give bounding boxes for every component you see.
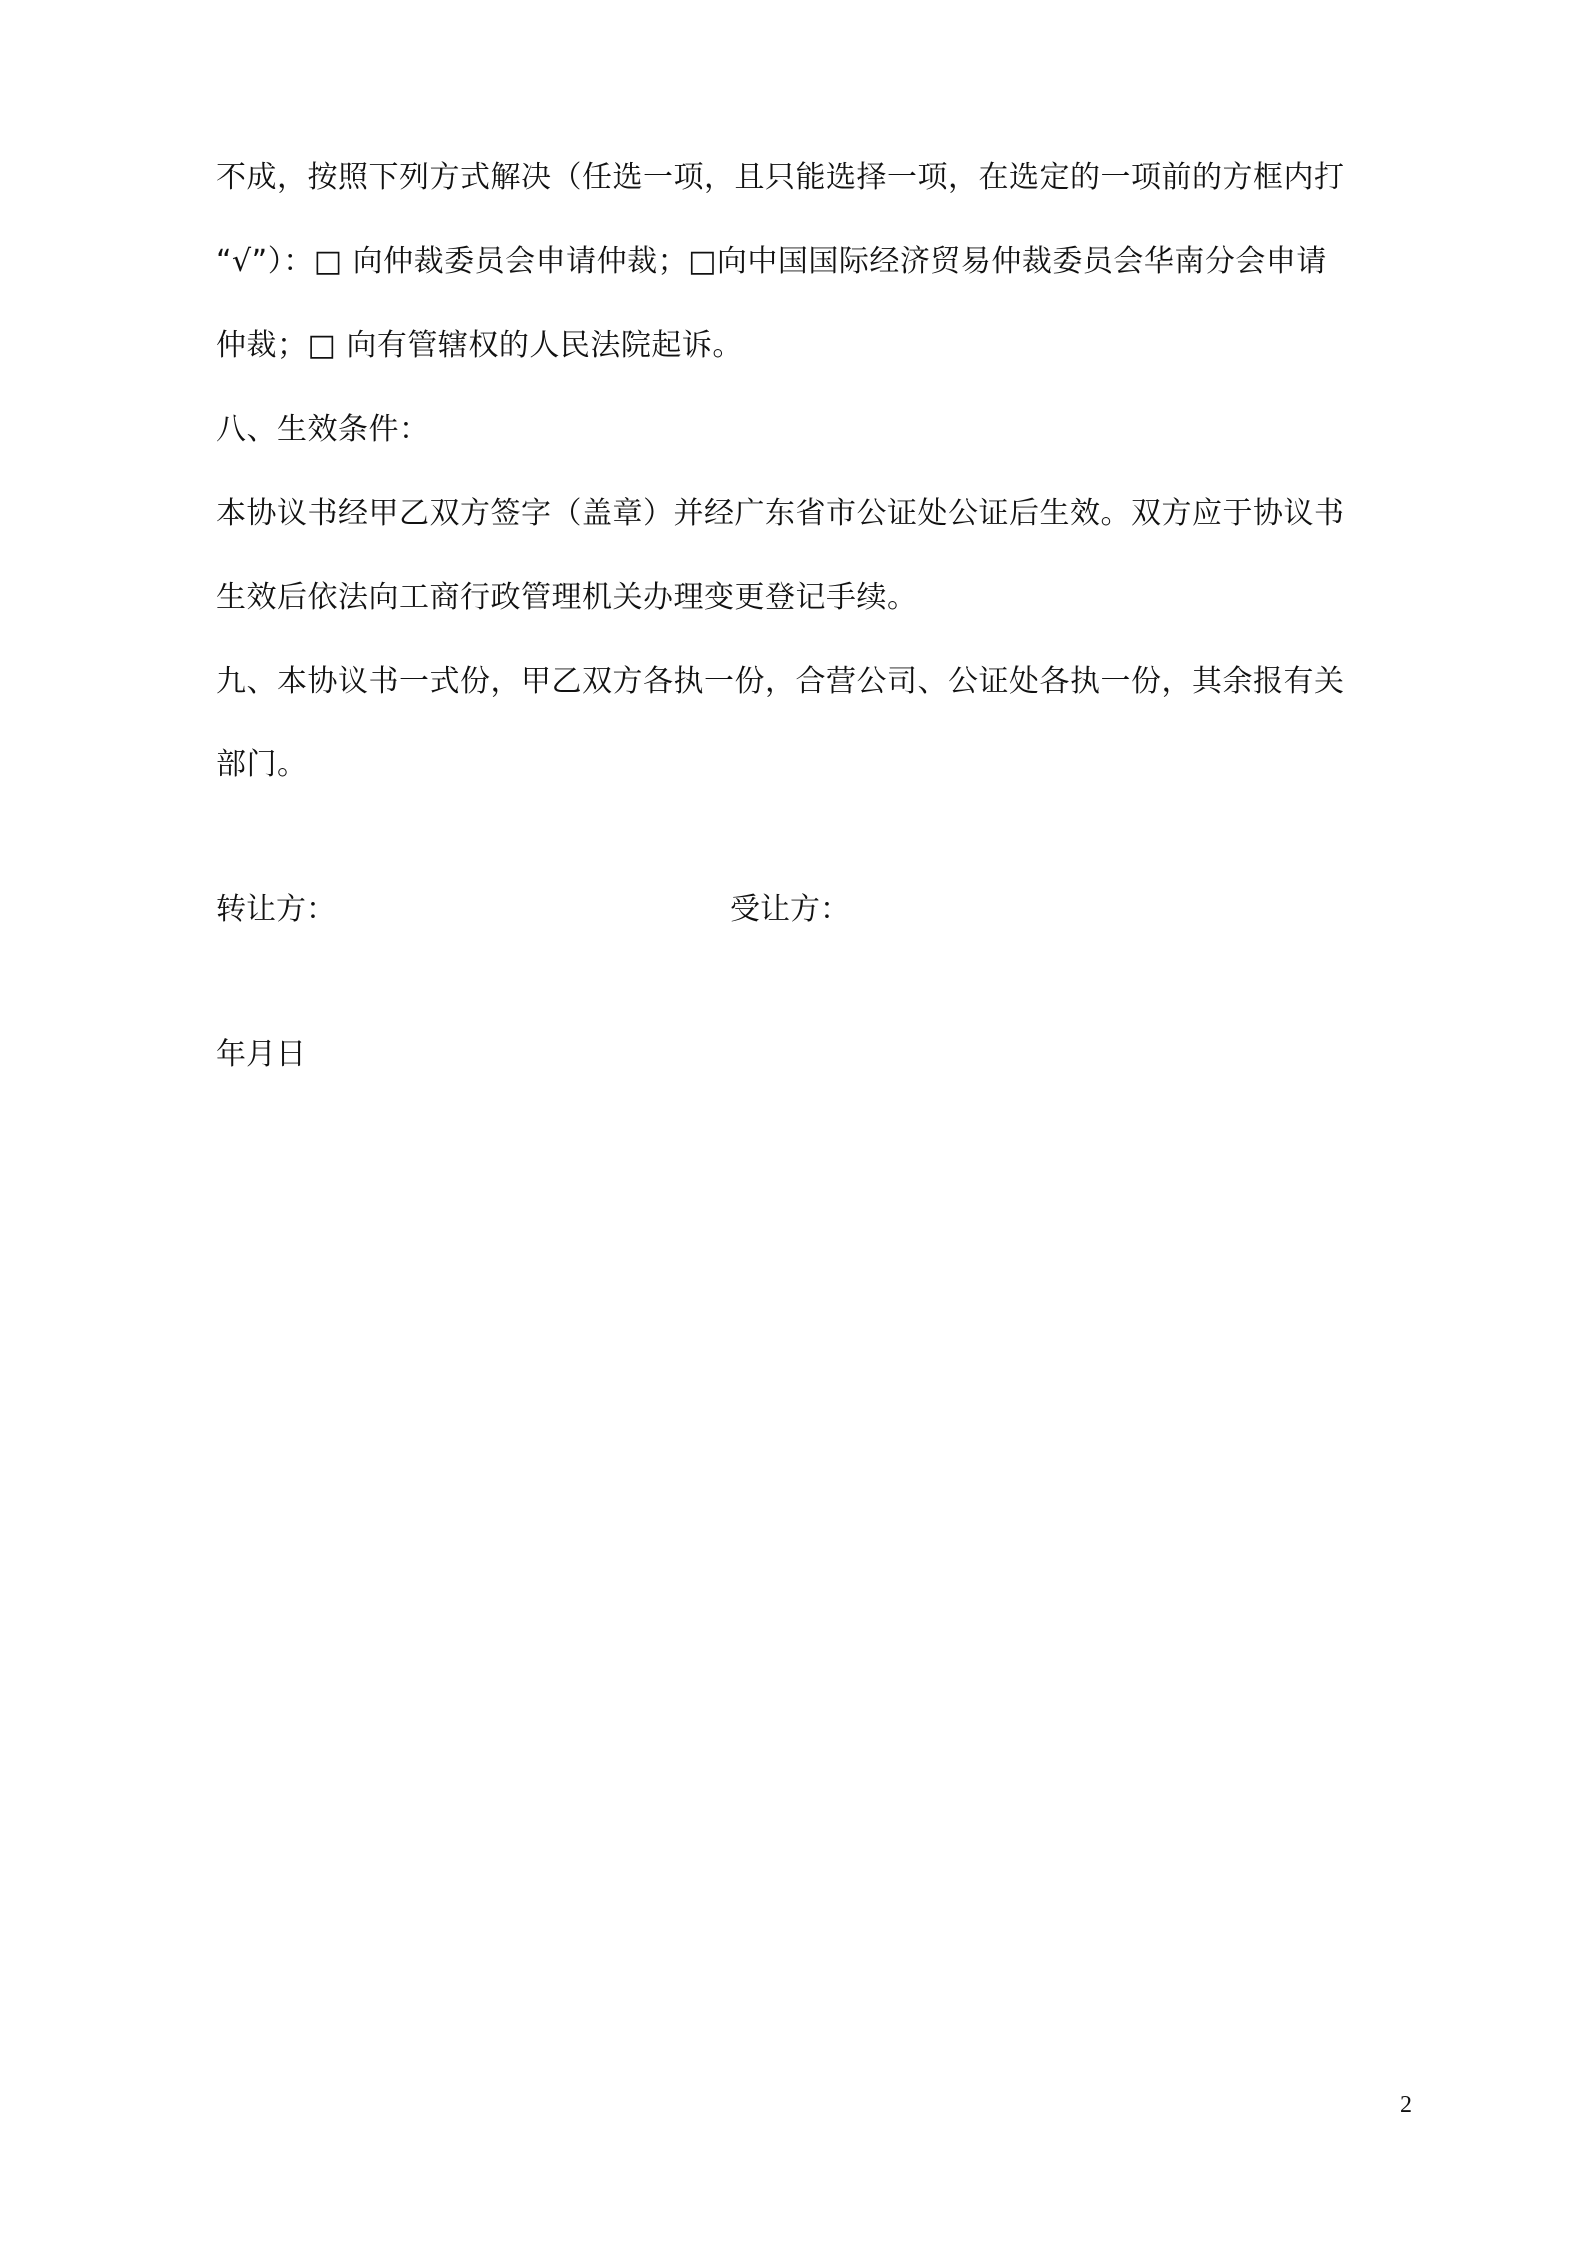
paragraph-line-1: 不成，按照下列方式解决（任选一项，且只能选择一项，在选定的一项前的方框内打 <box>216 160 1345 195</box>
paragraph-line-2: “√”）：□ 向仲裁委员会申请仲裁；□向中国国际经济贸易仲裁委员会华南分会申请 <box>216 244 1327 279</box>
page-number: 2 <box>1400 2092 1412 2118</box>
paragraph-line-3: 仲裁；□ 向有管辖权的人民法院起诉。 <box>216 328 743 363</box>
transferor-label: 转让方： <box>216 892 336 927</box>
paragraph-line-8: 部门。 <box>216 747 308 782</box>
section-heading-effective-conditions: 八、生效条件： <box>216 412 430 447</box>
transferee-label: 受让方： <box>730 892 850 927</box>
paragraph-line-6: 生效后依法向工商行政管理机关办理变更登记手续。 <box>216 580 918 615</box>
paragraph-line-7: 九、本协议书一式份，甲乙双方各执一份，合营公司、公证处各执一份，其余报有关 <box>216 664 1345 699</box>
paragraph-line-5: 本协议书经甲乙双方签字（盖章）并经广东省市公证处公证后生效。双方应于协议书 <box>216 496 1345 531</box>
date-label: 年月日 <box>216 1037 306 1072</box>
